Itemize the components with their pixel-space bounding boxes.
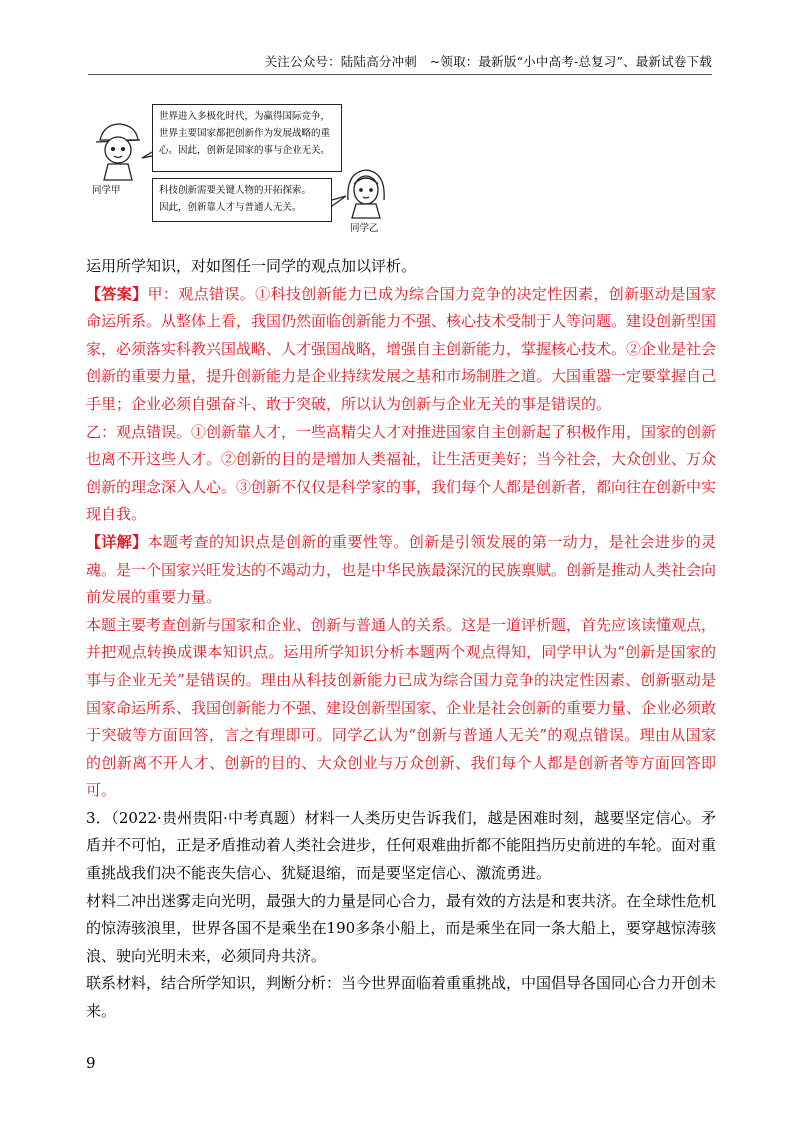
bubble1-line: 世界进入多极化时代，为赢得国际竞争， (159, 111, 331, 122)
answer-jia-text: 甲：观点错误。①科技创新能力已成为综合国力竞争的决定性因素，创新驱动是国家命运所系。从整体上看，我国仍然面临创新能力不强、核心技术受制于人等问题。建设创新型国家，必须落实科教兴国战略、人才强国战略，增强自主创新能力，掌握核心技术。②企业是社会创新的重要力量，提升创新能力是企业持续发展之基和市场制胜之道。大国重器一定要掌握自己手里；企业必须自强奋斗、敢于突破，所以认为创新与企业无关的事是错误的。 (86, 284, 717, 413)
question3-prompt: 联系材料，结合所学知识，判断分析：当今世界面临着重重挑战，中国倡导各国同心合力开创未来。 (86, 974, 717, 1021)
bubble1-line: 世界主要国家都把创新作为发展战略的重 (159, 128, 331, 139)
label-student-yi: 同学乙 (350, 223, 379, 234)
label-student-jia: 同学甲 (92, 185, 121, 196)
page-number: 9 (86, 1054, 96, 1072)
header-rule (88, 74, 712, 75)
answer-tag: 【答案】 (86, 284, 148, 303)
page-header: 关注公众号：陆陆高分冲刺 ~领取：最新版“小中高考-总复习”、最新试卷下载 (264, 54, 712, 69)
question3-material1 (86, 805, 716, 888)
cartoon-illustration (90, 100, 420, 240)
bubble2-line: 因此，创新靠人才与普通人无关。 (159, 202, 302, 213)
explanation-tag: 【详解】 (86, 532, 148, 551)
question3-source: （2022·贵州贵阳·中考真题） (111, 808, 305, 827)
explanation-p1 (86, 529, 716, 612)
explanation-p1-text: 本题考查的知识点是创新的重要性等。创新是引领发展的第一动力，是社会进步的灵魂。是一个国家兴旺发达的不竭动力，也是中华民族最深沉的民族禀赋。创新是推动人类社会向前发展的重要力量。 (86, 532, 717, 607)
speech-bubble-jia (152, 104, 342, 172)
answer-yi: 乙：观点错误。①创新靠人才，一些高精尖人才对推进国家自主创新起了积极作用，国家的创新也离不开这些人才。②创新的目的是增加人类福祉，让生活更美好；当今社会，大众创业、万众创新的理念深入人心。③创新不仅仅是科学家的事，我们每个人都是创新者，都向往在创新中实现自我。 (86, 422, 717, 524)
answer-jia (86, 281, 716, 419)
bubble1-line: 心。因此，创新是国家的事与企业无关。 (159, 145, 331, 156)
bubble2-line: 科技创新需要关键人物的开拓探索。 (159, 185, 312, 196)
question3-material2: 材料二冲出迷雾走向光明，最强大的力量是同心合力，最有效的方法是和衷共济。在全球性危机的惊涛骇浪里，世界各国不是乘坐在190多条小船上，而是乘坐在同一条大船上，要穿越惊涛骇浪、驶向光明未来，必须同舟共济。 (86, 891, 717, 965)
question3-material1-text: 材料一人类历史告诉我们，越是困难时刻，越要坚定信心。矛盾并不可怕，正是矛盾推动着人类社会进步，任何艰难曲折都不能阻挡历史前进的车轮。面对重重挑战我们决不能丧失信心、犹疑退缩，而是要坚定信心、激流勇进。 (86, 808, 717, 883)
girl-figure (348, 170, 384, 218)
explanation-p2: 本题主要考查创新与国家和企业、创新与普通人的关系。这是一道评析题，首先应该读懂观点，并把观点转换成课本知识点。运用所学知识分析本题两个观点得知，同学甲认为“创新是国家的事与企业无关”是错误的。理由从科技创新能力已成为综合国力竞争的决定性因素、创新驱动是国家命运所系、我国创新能力不强、建设创新型国家、企业是社会创新的重要力量、企业必须敢于突破等方面回答，言之有理即可。同学乙认为“创新与普通人无关”的观点错误。理由从国家的创新离不开人才、创新的目的、大众创业与万众创新、我们每个人都是创新者等方面回答即可。 (86, 615, 717, 800)
question-prompt: 运用所学知识，对如图任一同学的观点加以评析。 (86, 257, 417, 275)
question3-number: 3． (86, 808, 112, 827)
main-content (86, 253, 716, 1026)
speech-bubble-yi (152, 178, 332, 222)
boy-figure (96, 124, 140, 180)
